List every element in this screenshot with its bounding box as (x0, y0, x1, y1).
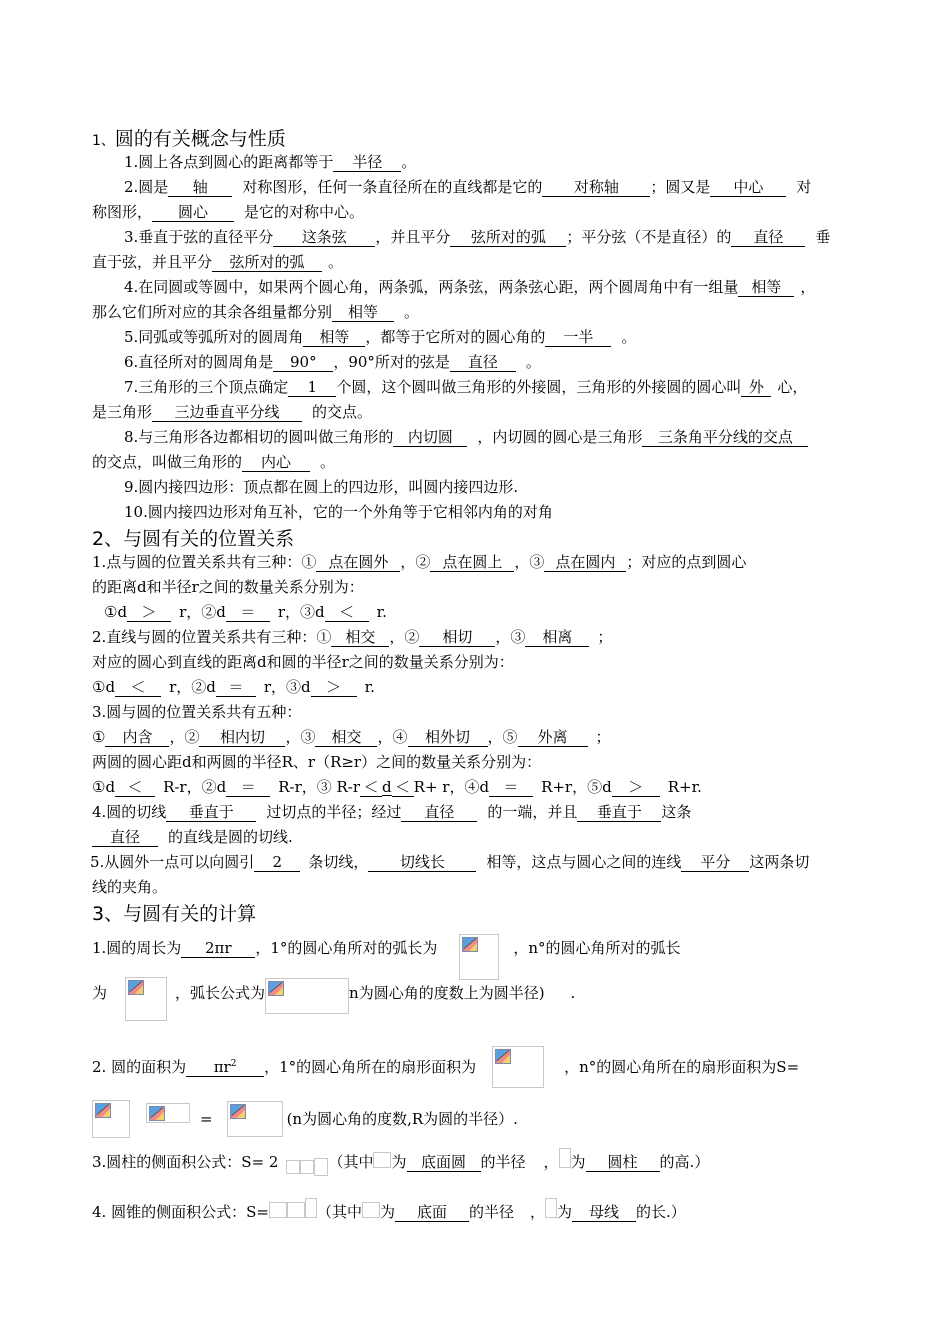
formula-image-pi (286, 1160, 300, 1174)
s3-line-1: 1.圆的周长为 2πr ，1°的圆心角所对的弧长为 ，n°的圆心角所对的弧长 (92, 934, 681, 964)
s1-line-15: 10.圆内接四边形对角互补，它的一个外角等于它相邻内角的对角 (124, 503, 553, 521)
s1-line-6: 4.在同圆或等圆中，如果两个圆心角，两条弧，两条弦，两条弦心距，两个圆周角中有一组量 相等 ， (124, 278, 816, 296)
formula-image-arc-length-1 (459, 934, 499, 980)
formula-image-r-2 (287, 1202, 305, 1218)
s2-line-3: ①d ＞ r，②d ＝ r，③d ＜ r. (104, 603, 387, 621)
s1-line-12: 8.与三角形各边都相切的圆叫做三角形的 内切圆 ，内切圆的圆心是三角形 三条角平分线的交点 (124, 427, 808, 447)
formula-image-r (300, 1160, 314, 1174)
s2-line-11: 4.圆的切线 垂直于 过切点的半径；经过 直径 的一端，并且 垂直于 这条 (92, 803, 692, 821)
formula-image-sector-area-lr (146, 1103, 190, 1123)
s2-line-12: 直径 的直线是圆的切线. (92, 827, 293, 847)
s1-line-2: 2.圆是 轴 对称图形，任何一条直径所在的直线都是它的 对称轴 ；圆又是 中心 对 (124, 178, 812, 196)
s2-line-14: 线的夹角。 (92, 878, 168, 896)
s1-line-4: 3.垂直于弦的直径平分 这条弦 ，并且平分 弦所对的弧 ；平分弦（不是直径）的 直径 垂 (124, 228, 831, 246)
s3-line-2: 为 ，弧长公式为 n为圆心角的度数上为圆半径) . (92, 976, 575, 1011)
section-1-heading: 1、圆的有关概念与性质 (92, 128, 286, 150)
image-placeholder-icon (149, 1106, 165, 1121)
image-placeholder-icon (268, 981, 284, 996)
s3-line-3: 2. 圆的面积为 $\pi r^2$ ，1°的圆心角所在的扇形面积为 ，n°的圆心角所在的扇形面积为S= (92, 1056, 799, 1078)
s2-line-2: 的距离d和半径r之间的数量关系分别为： (92, 578, 364, 596)
s2-line-7: 3.圆与圆的位置关系共有五种： (92, 703, 302, 721)
formula-image-h (314, 1158, 328, 1176)
formula-image-h-symbol (559, 1148, 571, 1168)
formula-image-r-symbol (373, 1152, 391, 1168)
s1-line-5: 直于弦，并且平分 弦所对的弧 。 (92, 253, 344, 271)
s1-line-7: 那么它们所对应的其余各组量都分别 相等 。 (92, 303, 420, 321)
s2-line-5: 对应的圆心到直线的距离d和圆的半径r之间的数量关系分别为： (92, 653, 514, 671)
s3-line-5: 3.圆柱的侧面积公式：S= 2 （其中 为 底面圆 的半径 ， 为 圆柱 的高.） (92, 1152, 709, 1172)
s2-line-6: ①d ＜ r，②d ＝ r，③d ＞ r. (92, 678, 375, 696)
s2-line-10: ①d ＜ R-r，②d ＝ R-r，③ R-r ＜ d ＜ R+ r，④d ＝ R+r，⑤d ＞ R+r. (92, 778, 702, 796)
formula-image-pi-2 (269, 1202, 287, 1218)
image-placeholder-icon (462, 937, 478, 952)
formula-image-sector-formula (227, 1101, 283, 1137)
formula-image-l-symbol (545, 1198, 557, 1218)
s1-line-14: 9.圆内接四边形：顶点都在圆上的四边形，叫圆内接四边形. (124, 478, 519, 496)
image-placeholder-icon (95, 1103, 111, 1118)
s1-line-1: 1.圆上各点到圆心的距离都等于 半径 。 (124, 153, 417, 171)
s1-line-10: 7.三角形的三个顶点确定 1 个圆，这个圆叫做三角形的外接圆，三角形的外接圆的圆心叫 外 心， (124, 378, 808, 396)
s1-line-3: 称图形， 圆心 是它的对称中心。 (92, 203, 365, 221)
s2-line-13: 5.从圆外一点可以向圆引 2 条切线， 切线长 相等，这点与圆心之间的连线 平分 这两条切 (90, 853, 810, 871)
formula-image-sector-area-n (92, 1100, 130, 1138)
formula-image-arc-length-n (125, 977, 167, 1021)
section-2-heading: 2、与圆有关的位置关系 (92, 528, 295, 550)
formula-image-l (305, 1198, 317, 1218)
s2-line-8: ① 内含 ，② 相内切 ，③ 相交 ，④ 相外切 ，⑤ 外离 ； (92, 728, 611, 746)
s3-line-6: 4. 圆锥的侧面积公式：S= （其中 为 底面 的半径 ， 为 母线 的长.） (92, 1202, 686, 1222)
s2-line-1: 1.点与圆的位置关系共有三种：① 点在圆外 ，② 点在圆上 ，③ 点在圆内 ；对应的点到圆心 (92, 553, 747, 571)
image-placeholder-icon (128, 980, 144, 995)
image-placeholder-icon (230, 1104, 246, 1119)
s1-line-9: 6.直径所对的圆周角是 90° ，90°所对的弦是 直径 。 (124, 353, 541, 371)
s2-line-4: 2.直线与圆的位置关系共有三种：① 相交 ，② 相切 ，③ 相离 ； (92, 628, 613, 646)
s1-line-11: 是三角形 三边垂直平分线 的交点。 (92, 403, 373, 421)
s2-line-9: 两圆的圆心距d和两圆的半径R、r（R≥r）之间的数量关系分别为： (92, 753, 542, 771)
s1-line-8: 5.同弧或等弧所对的圆周角 相等 ，都等于它所对的圆心角的 一半 。 (124, 328, 637, 346)
formula-image-r-symbol-2 (362, 1202, 380, 1218)
section-3-heading: 3、与圆有关的计算 (92, 903, 257, 925)
formula-image-arc-formula (265, 978, 349, 1014)
image-placeholder-icon (495, 1049, 511, 1064)
s3-line-4: = (n为圆心角的度数,R为圆的半径）. (92, 1102, 518, 1136)
formula-image-sector-area-1 (492, 1046, 544, 1088)
s1-line-13: 的交点，叫做三角形的 内心 。 (92, 453, 336, 471)
